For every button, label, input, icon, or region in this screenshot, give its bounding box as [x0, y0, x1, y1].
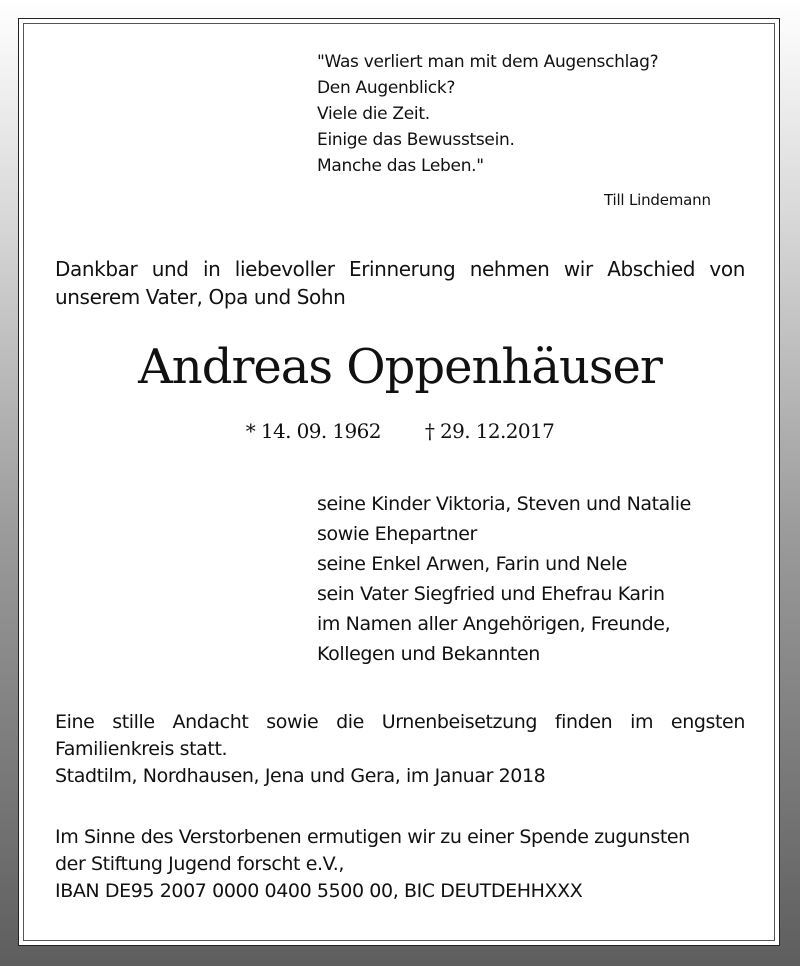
deceased-name: Andreas Oppenhäuser [138, 339, 662, 395]
place-date: Stadtilm, Nordhausen, Jena und Gera, im Januar 2018 [55, 765, 546, 787]
quote-line: Manche das Leben." [317, 156, 484, 176]
intro-line: unserem Vater, Opa und Sohn [55, 285, 346, 309]
donation-line: der Stiftung Jugend forscht e.V., [55, 853, 345, 875]
donation-request [55, 824, 690, 905]
quote-line: Den Augenblick? [317, 78, 456, 98]
mourner-line: seine Enkel Arwen, Farin und Nele [317, 553, 628, 575]
mourners-list [317, 489, 691, 669]
bank-details: IBAN DE95 2007 0000 0400 5500 00, BIC DEUTDEHHXXX [55, 880, 583, 902]
intro-text [55, 255, 745, 311]
mourner-line: seine Kinder Viktoria, Steven und Natalie [317, 493, 691, 515]
birth-date: * 14. 09. 1962 [245, 419, 381, 443]
donation-line: Im Sinne des Verstorbenen ermutigen wir zu einer Spende zugunsten [55, 826, 690, 848]
obituary-notice [18, 18, 780, 946]
quote-line: "Was verliert man mit dem Augenschlag? [317, 52, 659, 72]
quote-line: Einige das Bewusstsein. [317, 130, 515, 150]
notice-line: Familienkreis statt. [55, 738, 228, 760]
intro-line: Dankbar und in liebevoller Erinnerung nehmen wir Abschied von [55, 257, 745, 281]
mourner-line: sein Vater Siegfried und Ehefrau Karin [317, 583, 665, 605]
mourner-line: im Namen aller Angehörigen, Freunde, [317, 613, 671, 635]
quote-block [317, 49, 658, 179]
death-date: † 29. 12.2017 [424, 419, 555, 443]
quote-line: Viele die Zeit. [317, 104, 430, 124]
ceremony-notice [55, 709, 745, 790]
quote-author: Till Lindemann [604, 191, 711, 209]
notice-line: Eine stille Andacht sowie die Urnenbeisetzung finden im engsten [55, 711, 745, 733]
mourner-line: sowie Ehepartner [317, 523, 477, 545]
life-dates [19, 419, 781, 443]
mourner-line: Kollegen und Bekannten [317, 643, 540, 665]
